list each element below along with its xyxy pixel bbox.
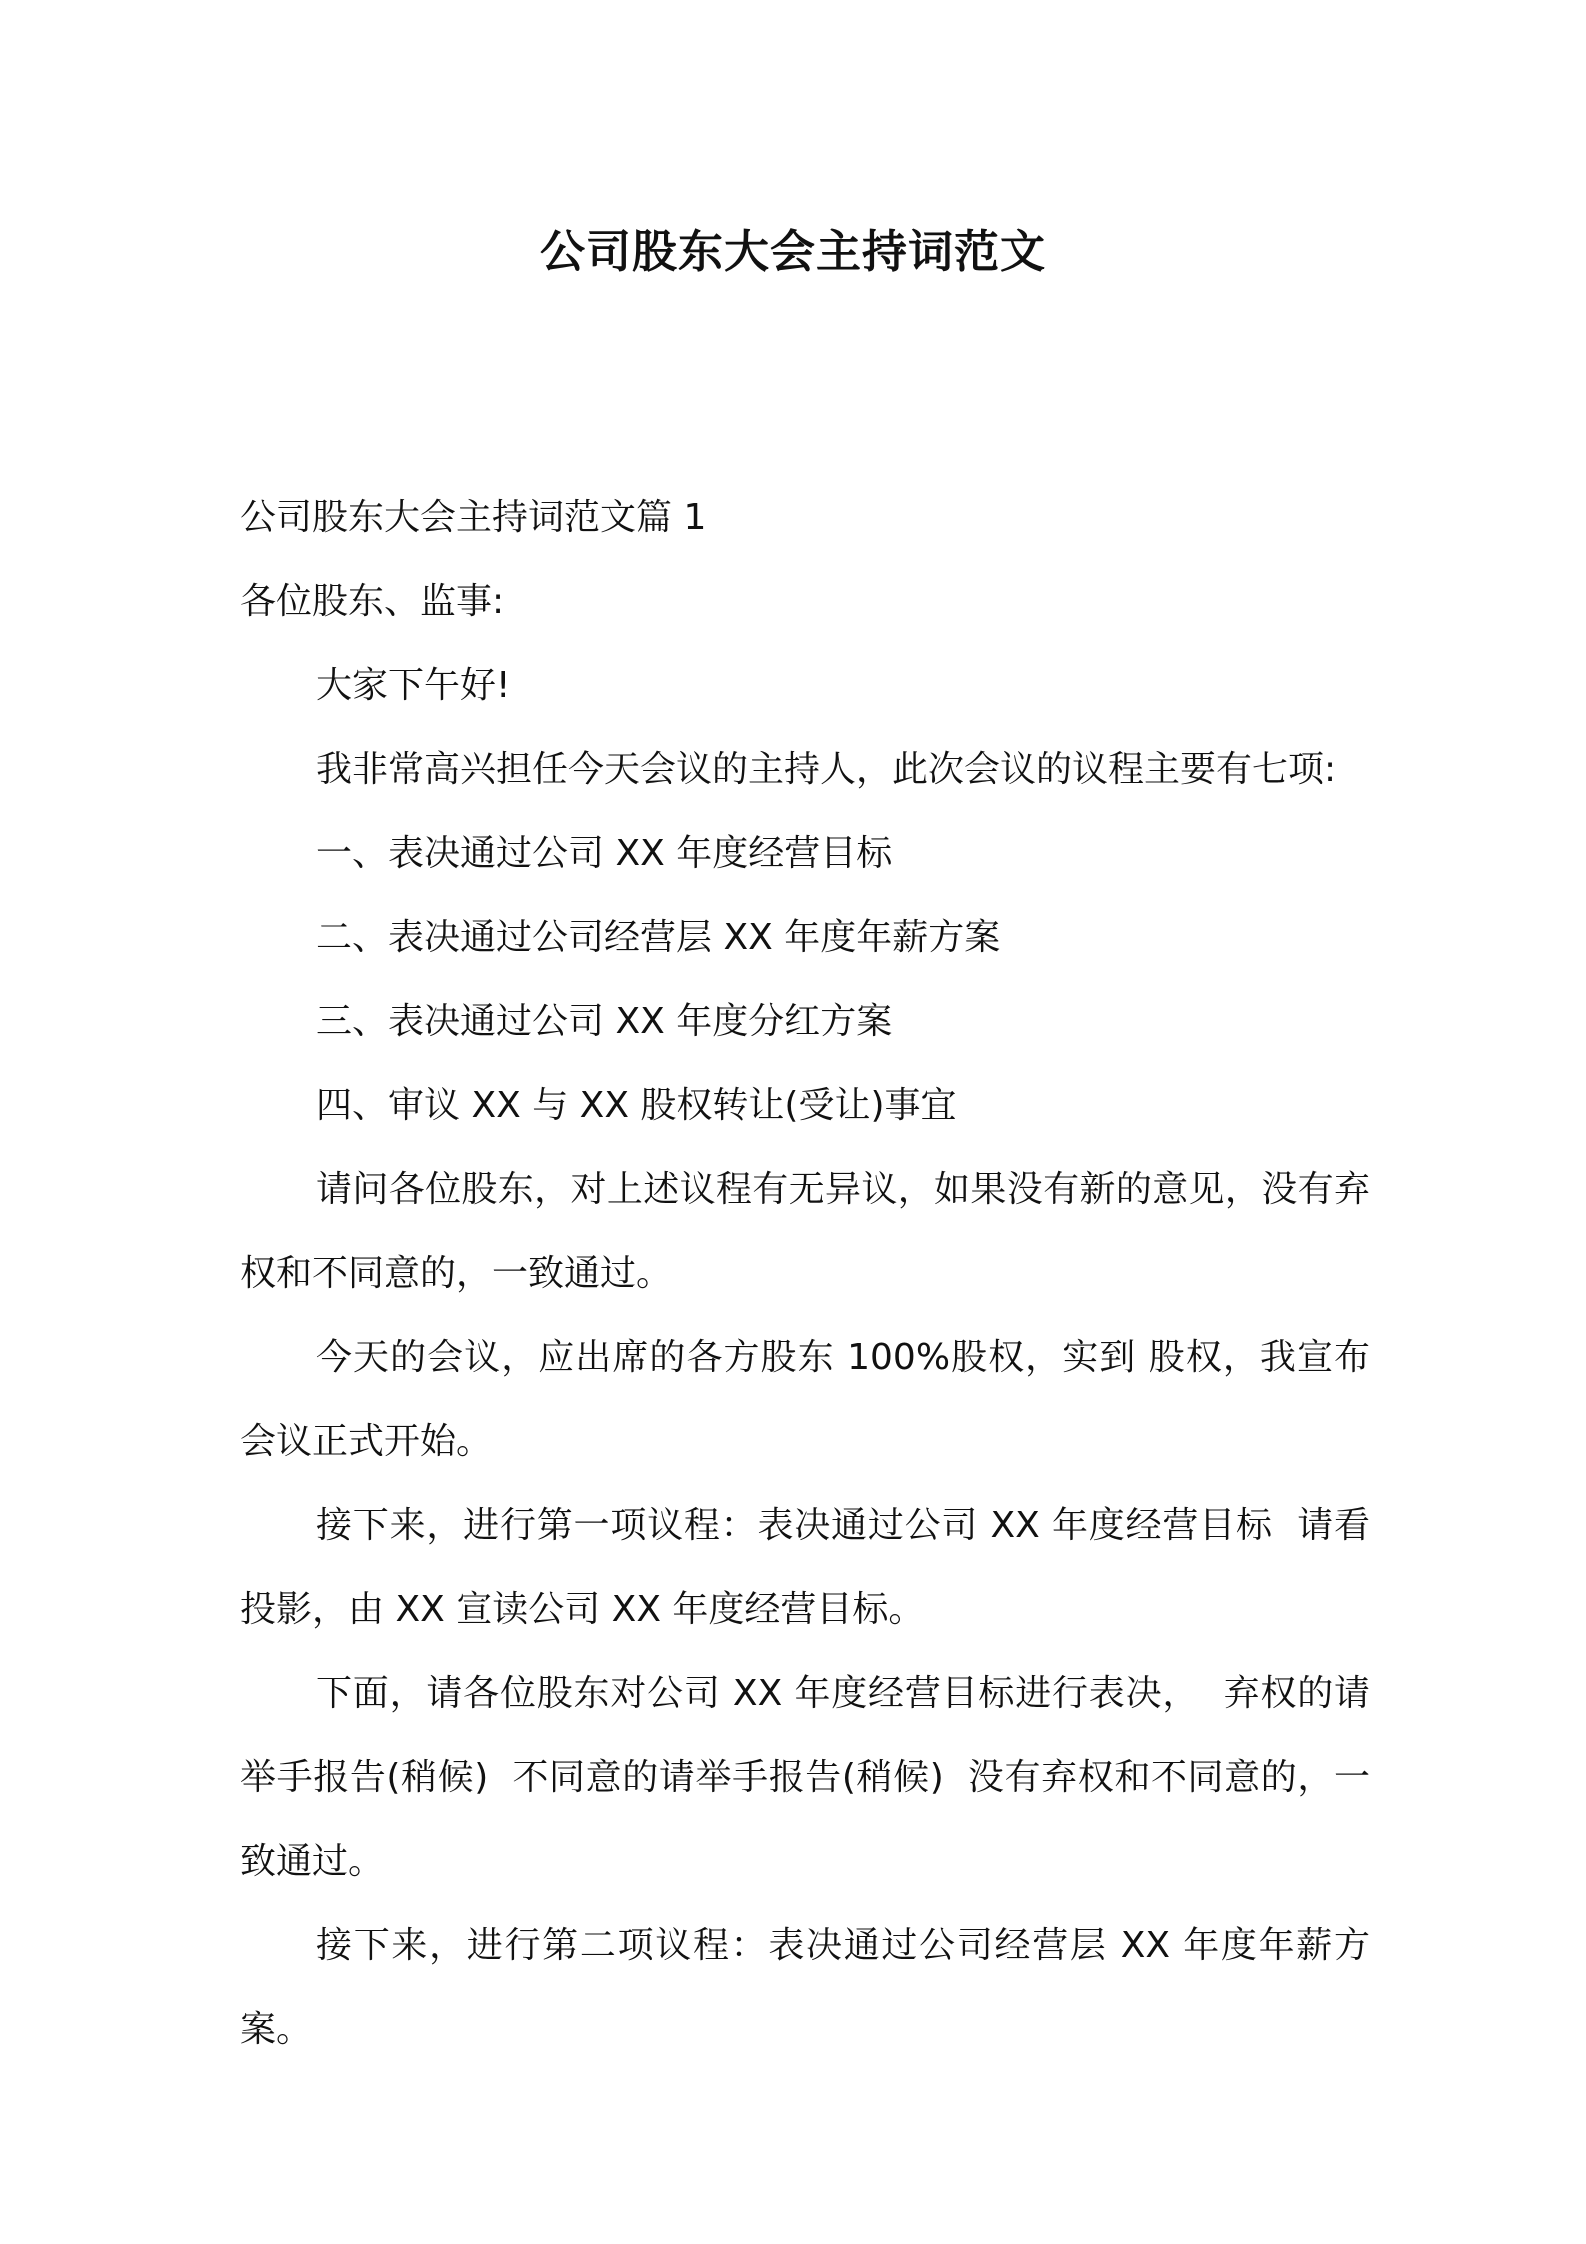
paragraph-agenda-intro: 我非常高兴担任今天会议的主持人，此次会议的议程主要有七项: [316,749,1337,790]
section-heading: 公司股东大会主持词范文篇 1 [240,497,707,538]
salutation: 各位股东、监事: [240,581,505,622]
paragraph-greeting: 大家下午好! [316,665,511,706]
agenda-item-2: 二、表决通过公司经营层 XX 年度年薪方案 [316,917,1001,958]
agenda-item-3: 三、表决通过公司 XX 年度分红方案 [316,1001,893,1042]
document-body [240,476,1370,2072]
agenda-item-4: 四、审议 XX 与 XX 股权转让(受让)事宜 [316,1085,957,1126]
agenda-item-1: 一、表决通过公司 XX 年度经营目标 [316,833,893,874]
paragraph-agenda-step-1: 接下来，进行第一项议程：表决通过公司 XX 年度经营目标 请看投影，由 XX 宣读公司 XX 年度经营目标。 [240,1505,1370,1630]
paragraph-vote-step-1: 下面，请各位股东对公司 XX 年度经营目标进行表决， 弃权的请举手报告(稍候) 不同意的请举手报告(稍候) 没有弃权和不同意的，一致通过。 [240,1673,1370,1882]
paragraph-objection-query: 请问各位股东，对上述议程有无异议，如果没有新的意见，没有弃权和不同意的，一致通过。 [240,1169,1370,1294]
paragraph-agenda-step-2: 接下来，进行第二项议程：表决通过公司经营层 XX 年度年薪方案。 [240,1925,1370,2050]
document-title: 公司股东大会主持词范文 [539,225,1046,278]
paragraph-meeting-opening: 今天的会议，应出席的各方股东 100%股权，实到 股权，我宣布会议正式开始。 [240,1337,1370,1462]
